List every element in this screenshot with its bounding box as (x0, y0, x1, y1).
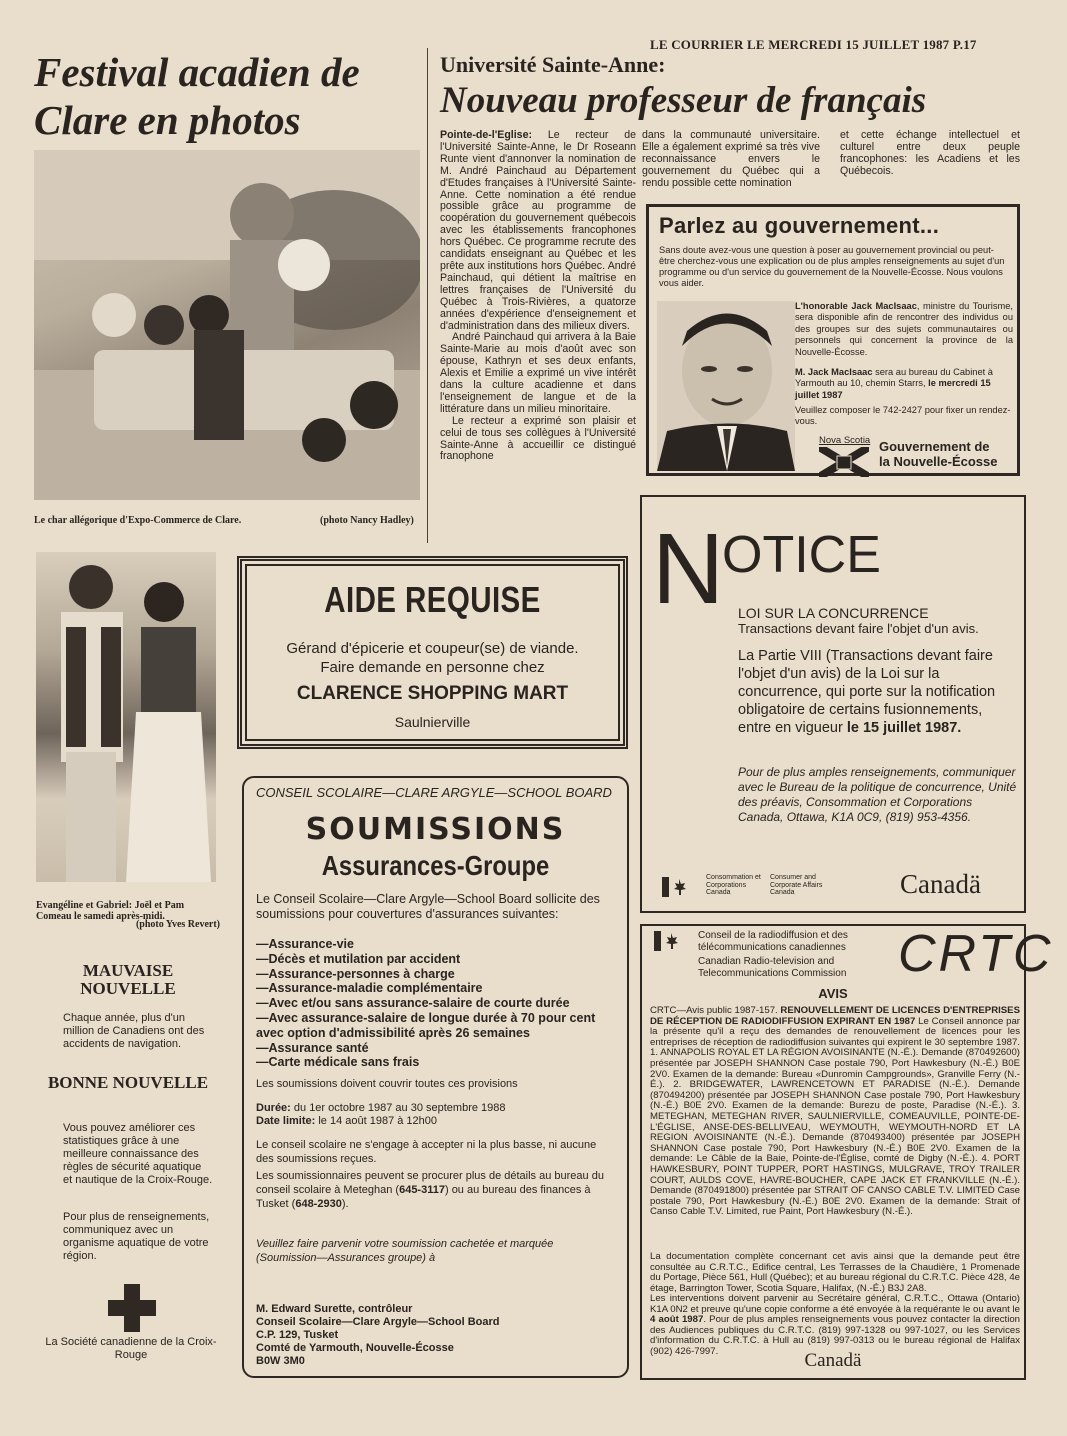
crtc-paragraph-1 (650, 1006, 1020, 1218)
phone-instructions: Veuillez composer le 742-2427 pour fixer un rendez-vous. (795, 405, 1011, 427)
notice-big-letter: N (652, 513, 725, 625)
address-line: Comté de Yarmouth, Nouvelle-Écosse (256, 1342, 454, 1354)
parlez-intro: Sans doute avez-vous une question à poser au gouvernement provincial ou peut-être cherchez-vous une explication ou de plus amples renseignements au sujet d'un programme ou d'un service du gouvernement de la Nouvelle-Écosse. Nous voulons vous aider. (659, 245, 1005, 288)
soumissions-subtitle: Assurances-Groupe (321, 850, 550, 881)
crtc-name-fr: Conseil de la radiodiffusion et des télécommunications canadiennes (698, 930, 848, 953)
crtc-p1-body: Le Conseil annonce par la présente qu'il a reçu des demandes de renouvellement de licences pour les entreprises de réception de radiodiffusion suivantes qui expirent le 30 septembre 1987. 1. ANNAPOLIS ROYAL ET LA RÉGION AVOISINANTE (N.-É.). Demande (870492600) présentée par JOSEPH SHANNON Case postale 790, Port Hawkesbury (N.-É.) B0E 2V0. Examen de la demande: Bureau «Dunromin Campgrounds», Granville Ferry (N.-É.). 2. BRIDGEWATER, LAWRENCETOWN ET PARADISE (N.-É.). Demande (870494200) présentée par JOSEPH SHANNON Case postale 790, Port Hawkesbury (N.-É.) B0E 2V0. Examen de la demande: Burezu de poste, Paradise (N.-É.). 3. METEGHAN, METEGHAN RIVER, SAULNIERVILLE, COMEAUVILLE, POINTE-DE-L'ÉGLISE, ANSE-DES-BELLIVEAU, WEYMOUTH, WEYMOUTH-NORD ET LA REGION AVOISINANTE (N.-É.). Demande (870493400) présentée par JOSEPH SHANNON Case postale 790, Port Hawkesbury (N.-É.) B0E 2V0. Examen de la demande: Le Câble de la Baie, Pointe-de-l'Église, comté de Digby (N.-É.). 4. PORT HAWKESBURY, POINT TUPPER, PORT HASTINGS, MULGRAVE, TROY TRAILER COURT, AULDS COVE, HAVRE-BOUCHER, CAPE JACK ET FRANKVILLE (N.-É.). Demande (870491800) présentée par STRAIT OF CANSO CABLE T.V. LIMITED Case postale 790, Port Hawkesbury (N.-É.) B0E 2V0. Examen de la demande: Strait of Canso Cable T.V. Limited, rue Paint, Port Hawkesbury (N.-É.). (650, 1015, 1020, 1218)
soumissions-address (256, 1303, 500, 1368)
festival-headline: Festival acadien de Clare en photos (34, 49, 360, 143)
visit-name: M. Jack MacIsaac (795, 367, 873, 377)
article-dateline: Pointe-de-l'Eglise: (440, 129, 532, 141)
canada-flag-icon (662, 877, 690, 897)
address-line: Conseil Scolaire—Clare Argyle—School Board (256, 1316, 500, 1328)
parlez-gouvernement-ad (646, 204, 1020, 476)
notice-subtitle: Transactions devant faire l'objet d'un avis. (738, 621, 979, 636)
good-news-body-2: Pour plus de renseignements, communiquez avec un organisme aquatique de votre région. (63, 1211, 210, 1262)
duration-label: Durée: (256, 1102, 291, 1114)
article-paragraph-3-cont: dans la communauté universitaire. Elle a également exprimé sa très vive reconnaissance envers le gouvernement du Québec qui a rendu possible cette nomination (642, 129, 820, 189)
red-cross-icon (108, 1284, 156, 1332)
evangeline-gabriel-photo (36, 552, 216, 882)
gov-line-1: Gouvernement de (879, 439, 990, 454)
notice-dept-fr: Consommation et Corporations Canada (706, 874, 761, 896)
deadline-value: le 14 août 1987 à 12h00 (315, 1115, 438, 1127)
phone-meteghan: 645-3117 (399, 1184, 445, 1196)
insurance-item: —Avec assurance-salaire de longue durée à 70 pour cent avec option d'admissibilité après 26 semaines (256, 1010, 596, 1040)
crtc-name-en: Canadian Radio-television and Telecommunications Commission (698, 956, 847, 979)
crtc-p3-b: . Pour de plus amples renseignements vous pouvez contacter la direction des Audiences publiques du C.R.T.C. (819) 997-1328 ou 997-1027, ou les Services d'information du C.R.T.C. à Hull au (819) 997-0313 ou le bureau régional de Halifax (902) 426-7997. (650, 1314, 1020, 1357)
photo2-caption: Evangéline et Gabriel: Joël et Pam Comeau le samedi après-midi. (36, 900, 185, 922)
insurance-item: —Assurance-personnes à charge (256, 966, 455, 981)
insurance-list (256, 937, 621, 1070)
crtc-deadline: 4 août 1987 (650, 1314, 704, 1326)
notice-dept-en: Consumer and Corporate Affairs Canada (770, 874, 823, 896)
nova-scotia-saltire-icon (819, 447, 869, 477)
insurance-item: —Décès et mutilation par accident (256, 951, 461, 966)
soumissions-instructions: Veuillez faire parvenir votre soumission cachetée et marquée (Soumission—Assurances groupe) à (256, 1238, 554, 1264)
government-name (879, 439, 998, 469)
soumissions-title: SOUMISSIONS (305, 812, 566, 847)
bad-news-body: Chaque année, plus d'un million de Canadiens ont des accidents de navigation. (63, 1012, 205, 1050)
notice-title-rest: OTICE (722, 526, 881, 584)
notice-ad (640, 495, 1026, 913)
minister-portrait-art (657, 301, 795, 471)
aide-desc-line-2: Faire demande en personne chez (320, 659, 545, 676)
contact-text-c: ). (341, 1198, 349, 1210)
notice-body-text: La Partie VIII (Transactions devant faire l'objet d'un avis) de la Loi sur la concurrence, qui porte sur la notification obligatoire de certains fusionnements, entre en vigueur (738, 648, 996, 736)
article-paragraph-3-end: et cette échange intellectuel et culturel entre deux peuple francophones: les Acadiens et les Québecois. (840, 129, 1020, 177)
article-column-2 (642, 130, 820, 190)
notice-effective-date: le 15 juillet 1987. (846, 720, 962, 736)
notice-contact: Pour de plus amples renseignements, communiquer avec le Bureau de la politique de concurrence, Unité des préavis, Consommation et Corporations Canada, Ottawa, K1A 0C9, (819) 953-4356. (738, 765, 1017, 824)
crtc-paragraph-3 (650, 1294, 1020, 1358)
insurance-item: —Assurance santé (256, 1040, 369, 1055)
duration-value: du 1er octobre 1987 au 30 septembre 1988 (290, 1102, 506, 1114)
address-line: C.P. 129, Tusket (256, 1329, 339, 1341)
crtc-ad (640, 924, 1054, 1380)
soumissions-ad (242, 776, 629, 1378)
parade-float-photo-art (34, 150, 420, 500)
crtc-avis-heading: AVIS (818, 986, 848, 1001)
good-news-heading: BONNE NOUVELLE (47, 1073, 209, 1092)
soumissions-intro: Le Conseil Scolaire—Clare Argyle—School Board sollicite des soumissions pour couvertures d'assurances suivantes: (256, 892, 600, 921)
visit-date: le mercredi 15 juillet 1987 (795, 378, 991, 400)
visit-details (795, 367, 1013, 401)
photo1-credit: (photo Nancy Hadley) (320, 515, 414, 526)
notice-body (738, 647, 1018, 737)
crtc-logo: CRTC (898, 925, 1054, 983)
article-column-3 (840, 130, 1020, 178)
address-line: B0W 3M0 (256, 1355, 305, 1367)
contact-text-b: ) ou au bureau des finances à Tusket ( (256, 1184, 591, 1210)
soumissions-deadline (256, 1115, 437, 1127)
insurance-item: —Assurance-maladie complémentaire (256, 981, 483, 996)
phone-tusket: 648-2930 (295, 1198, 342, 1210)
minister-name: L'honorable Jack MacIsaac (795, 301, 917, 311)
crtc-p1-title: RENOUVELLEMENT DE LICENCES D'ENTREPRISES DE RÉCEPTION DE RADIODIFFUSION EXPIRANT EN 1987 (650, 1005, 1020, 1027)
aide-desc-line-1: Gérand d'épicerie et coupeur(se) de viande. (286, 640, 579, 657)
visit-text: sera au bureau du Cabinet à Yarmouth au 10, chemin Starrs, (795, 367, 993, 389)
photo1-caption: Le char allégorique d'Expo-Commerce de Clare. (34, 515, 242, 526)
minister-description (795, 301, 1013, 358)
minister-portrait (657, 301, 795, 471)
article-kicker: Université Sainte-Anne: (440, 52, 666, 77)
parade-float-photo (34, 150, 420, 500)
crtc-p3-a: Les interventions doivent parvenir au Secrétaire général, C.R.T.C., Ottawa (Ontario) K1A 0N2 et preuve qu'une copie conforme a été envoyée à la requérante le ou avant le (650, 1293, 1020, 1315)
photo2-credit: (photo Yves Revert) (135, 919, 220, 930)
canada-wordmark: Canadä (900, 869, 981, 899)
article-column-1 (440, 130, 636, 463)
insurance-item: —Avec et/ou sans assurance-salaire de courte durée (256, 996, 570, 1011)
soumissions-contact (256, 1169, 616, 1211)
minister-text: , ministre du Tourisme, sera disponible afin de rencontrer des individus ou des groupes sur des sujets communautaires ou personnels qui concernent la province de la Nouvelle-Écosse. (795, 301, 1013, 357)
aide-requise-ad (237, 556, 628, 749)
canada-flag-icon (654, 931, 682, 951)
soumissions-duration (256, 1102, 506, 1115)
article-paragraph-2: André Painchaud qui arrivera à la Baie Sainte-Marie au mois d'août avec son épouse, Kathryn et ses deux enfants, Alexis et Emilie a exprimé un vive intérêt dans la culture acadienne et dans l'enseignement de langue et de la littérature dans un milieu minoritaire. (440, 331, 636, 415)
column-rule (427, 48, 428, 543)
bad-news-heading: MAUVAISE NOUVELLE (80, 961, 176, 998)
insurance-item: —Assurance-vie (256, 937, 354, 951)
soumissions-kicker: CONSEIL SCOLAIRE—CLARE ARGYLE—SCHOOL BOARD (256, 785, 612, 800)
aide-title: AIDE REQUISE (324, 579, 541, 620)
evangeline-gabriel-photo-art (36, 552, 216, 882)
red-cross-org: La Société canadienne de la Croix-Rouge (45, 1336, 217, 1361)
canada-wordmark: Canadä (804, 1350, 862, 1371)
article-headline: Nouveau professeur de français (440, 80, 927, 121)
gov-line-2: la Nouvelle-Écosse (879, 454, 998, 469)
aide-town: Saulnierville (394, 714, 471, 730)
crtc-paragraph-2: La documentation complète concernant cet avis ainsi que la demande peut être consultée au C.R.T.C., Edifice central, Les Terrasses de la Chaudière, 1 Promenade du Portage, Pièce 561, Hull (Québec); et au bureau régional du C.R.T.C. Pièce 428, 4e étage, Barrington Tower, Scotia Square, Halifax, (N.-É.) B3J 2A8. (650, 1251, 1020, 1294)
deadline-label: Date limite: (256, 1115, 316, 1127)
parlez-title: Parlez au gouvernement... (659, 213, 940, 238)
soumissions-disclaimer: Le conseil scolaire ne s'engage à accepter ni la plus basse, ni aucune des soumissions reçues. (256, 1139, 597, 1165)
address-line: M. Edward Surette, contrôleur (256, 1303, 413, 1315)
nova-scotia-label: Nova Scotia (819, 435, 871, 446)
insurance-item: —Carte médicale sans frais (256, 1055, 420, 1070)
aide-store-name: CLARENCE SHOPPING MART (296, 683, 569, 704)
soumissions-cover-note: Les soumissions doivent couvrir toutes ces provisions (256, 1078, 518, 1090)
notice-law-name: LOI SUR LA CONCURRENCE (738, 605, 929, 621)
aide-description (242, 639, 623, 677)
article-paragraph-3: Le recteur a exprimé son plaisir et celui de tous ses collègues à l'Université Sainte-Anne à accueillir ce distingué franophone (440, 414, 636, 463)
contact-text-a: Les soumissionnaires peuvent se procurer plus de détails au bureau du conseil scolaire à Meteghan ( (256, 1170, 604, 1196)
good-news-body: Vous pouvez améliorer ces statistiques grâce à une meilleure connaissance des règles de sécurité aquatique et nautique de la Croix-Rouge. (63, 1122, 213, 1186)
page-folio: LE COURRIER LE MERCREDI 15 JUILLET 1987 P.17 (650, 37, 977, 52)
article-paragraph-1: Le recteur de l'Université Sainte-Anne, le Dr Roseann Runte vient d'annonver la nomination de M. André Painchaud au Département d'Etudes françaises à l'Université Sainte-Anne. Cette nomination a été rendue possible grâce au programme de coopération du gouvernement québecois avec les établissements francophones hors Québec. Ce programme recrute des candidats enseignant au Québec et les prête aux institutions hors Québec. André Painchaud, qui détient la maîtrise en lettres françaises de l'Université du Québec à Trois-Rivières, a quatorze années d'expérience d'enseignement et d'administration dans des milieux divers. (440, 129, 636, 332)
crtc-p1-lead: CRTC—Avis public 1987-157. (650, 1005, 781, 1016)
